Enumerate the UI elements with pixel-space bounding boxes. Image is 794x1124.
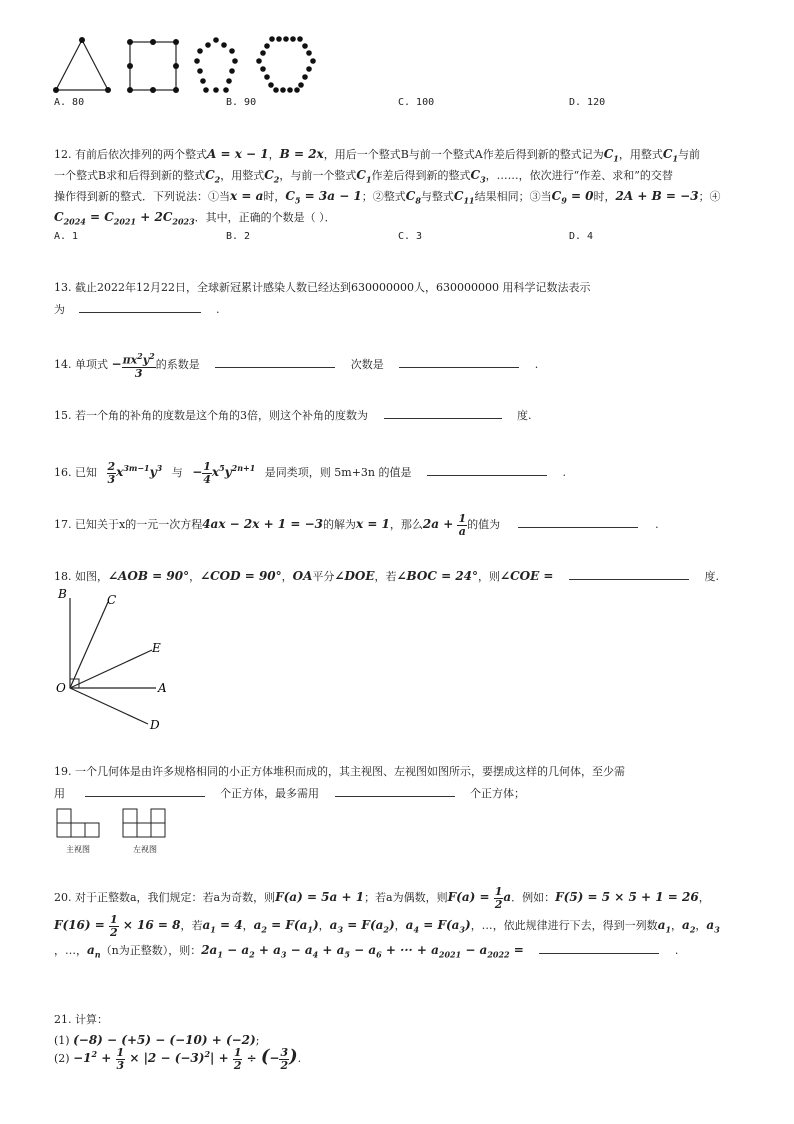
q19-line2: 用 个正方体，最多需用 个正方体；: [54, 784, 525, 804]
q17-answer-blank[interactable]: [518, 515, 638, 528]
hexagon-figure: [256, 36, 316, 93]
q16-answer-blank[interactable]: [427, 463, 547, 476]
q20-answer-blank[interactable]: [539, 941, 659, 954]
label-E: E: [152, 641, 161, 655]
front-view-figure: [56, 808, 104, 840]
front-view-label: 主视图: [66, 845, 90, 854]
q12-line2: 一个整式B求和后得到新的整式$C_2$，用整式$C_2$，与前一个整式$C_1$作差后得到新的整式$C_3$，……，依次进行“作差、求和”的交替: [54, 168, 673, 185]
label-B: B: [58, 587, 67, 601]
q21-part2: $(2) -1^2$ + $\frac{1}{3}$ × $|2 - (-3)^2|$ + $\frac{1}{2}$ ÷ (− $\frac{3}{2}$ ).: [54, 1045, 302, 1072]
q12-option-b: B. 2: [226, 231, 251, 242]
q13-line1: 13. 截止2022年12月22日，全球新冠累计感染人数已经达到630000000人，630000000 用科学记数法表示: [54, 281, 591, 294]
angle-figure: [52, 584, 182, 734]
left-view-label: 左视图: [133, 845, 157, 854]
label-C: C: [107, 593, 117, 607]
q11-option-c: C. 100: [398, 97, 435, 108]
pentagon-figure: [194, 37, 238, 93]
q12-line3: 操作得到新的整式．下列说法：①当x = a时，$C_5 = 3a - 1$；②整式$C_8$与整式$C_{11}$结果相同；③当$C_9 = 0$时，2A + B = −3；④: [54, 189, 721, 206]
q17-line: 17. 已知关于x的一元一次方程4ax − 2x + 1 = −3的解为x = 1，那么2a + $\frac{1}{a}$ 的值为 .: [54, 511, 659, 538]
q12-option-a: A. 1: [54, 231, 79, 242]
q20-line3: ，…，$a_n(n$为正整数），则：$2a_1 - a_2 + a_3 - a_4 + a_5 - a_6$ + ··· + $a_{2021} - a_{2022}$ = .: [54, 943, 679, 960]
label-O: O: [56, 681, 66, 695]
q12-option-d: D. 4: [569, 231, 594, 242]
q11-option-a: A. 80: [54, 97, 85, 108]
q12-line4: $C_{2024} = C_{2021} + 2C_{2023}$．其中，正确的个数是（ ）．: [54, 210, 336, 227]
q11-option-b: B. 90: [226, 97, 257, 108]
q14-line: 14. 单项式 − $\frac{\pi x^2y^2}{3}$ 的系数是 次数是 .: [54, 351, 539, 380]
q20-line2: F(16) = $\frac{1}{2}$ × 16 = 8，若$a_1 = 4$，$a_2 = F(a_1)$，$a_3 = F(a_2)$，$a_4 = F(a_3)$，…，依此规律进行下去，得到一列数$a_1$，$a_2$，$a_3$: [54, 912, 720, 939]
q11-option-d: D. 120: [569, 97, 606, 108]
polygon-figures: [50, 34, 330, 96]
q21-part1: (1) (−8) − (+5) − (−10) + (−2);: [54, 1033, 260, 1047]
q14-coefficient-blank[interactable]: [215, 355, 335, 368]
q15-line: 15. 若一个角的补角的度数是这个角的3倍，则这个补角的度数为 度.: [54, 406, 532, 426]
q13-answer-blank[interactable]: [79, 300, 201, 313]
q19-max-blank[interactable]: [335, 784, 455, 797]
square-figure: [127, 39, 179, 93]
q15-answer-blank[interactable]: [384, 406, 502, 419]
label-D: D: [150, 718, 160, 732]
q20-line1: 20. 对于正整数a，我们规定：若a为奇数，则F(a) = 5a + 1；若a为偶数，则F(a) = $\frac{1}{2}$ a．例如：F(5) = 5 × 5 + 1 = 26，: [54, 884, 710, 911]
q19-min-blank[interactable]: [85, 784, 205, 797]
q16-line: 16. 已知 $\frac{2}{3}$ $x^{3m-1}y^3$ 与 − $\frac{1}{4}$ $x^5y^{2n+1}$ 是同类项，则 5m+3n 的值是 .: [54, 459, 567, 486]
q18-answer-blank[interactable]: [569, 567, 689, 580]
q13-line2: 为 .: [54, 300, 220, 320]
label-A: A: [158, 681, 167, 695]
q18-line: 18. 如图，∠AOB = 90°，∠COD = 90°，OA平分∠DOE，若∠BOC = 24°，则∠COE = 度.: [54, 569, 719, 583]
triangle-figure: [53, 37, 111, 93]
left-view-figure: [122, 808, 170, 840]
q19-line1: 19. 一个几何体是由许多规格相同的小正方体堆积而成的，其主视图、左视图如图所示，要摆成这样的几何体，至少需: [54, 765, 625, 778]
q12-line1: 12. 有前后依次排列的两个整式A = x − 1，B = 2x，用后一个整式B与前一个整式A作差后得到新的整式记为$C_1$，用整式$C_1$与前: [54, 147, 701, 164]
q21-title: 21. 计算：: [54, 1013, 108, 1026]
q14-degree-blank[interactable]: [399, 355, 519, 368]
q12-option-c: C. 3: [398, 231, 423, 242]
